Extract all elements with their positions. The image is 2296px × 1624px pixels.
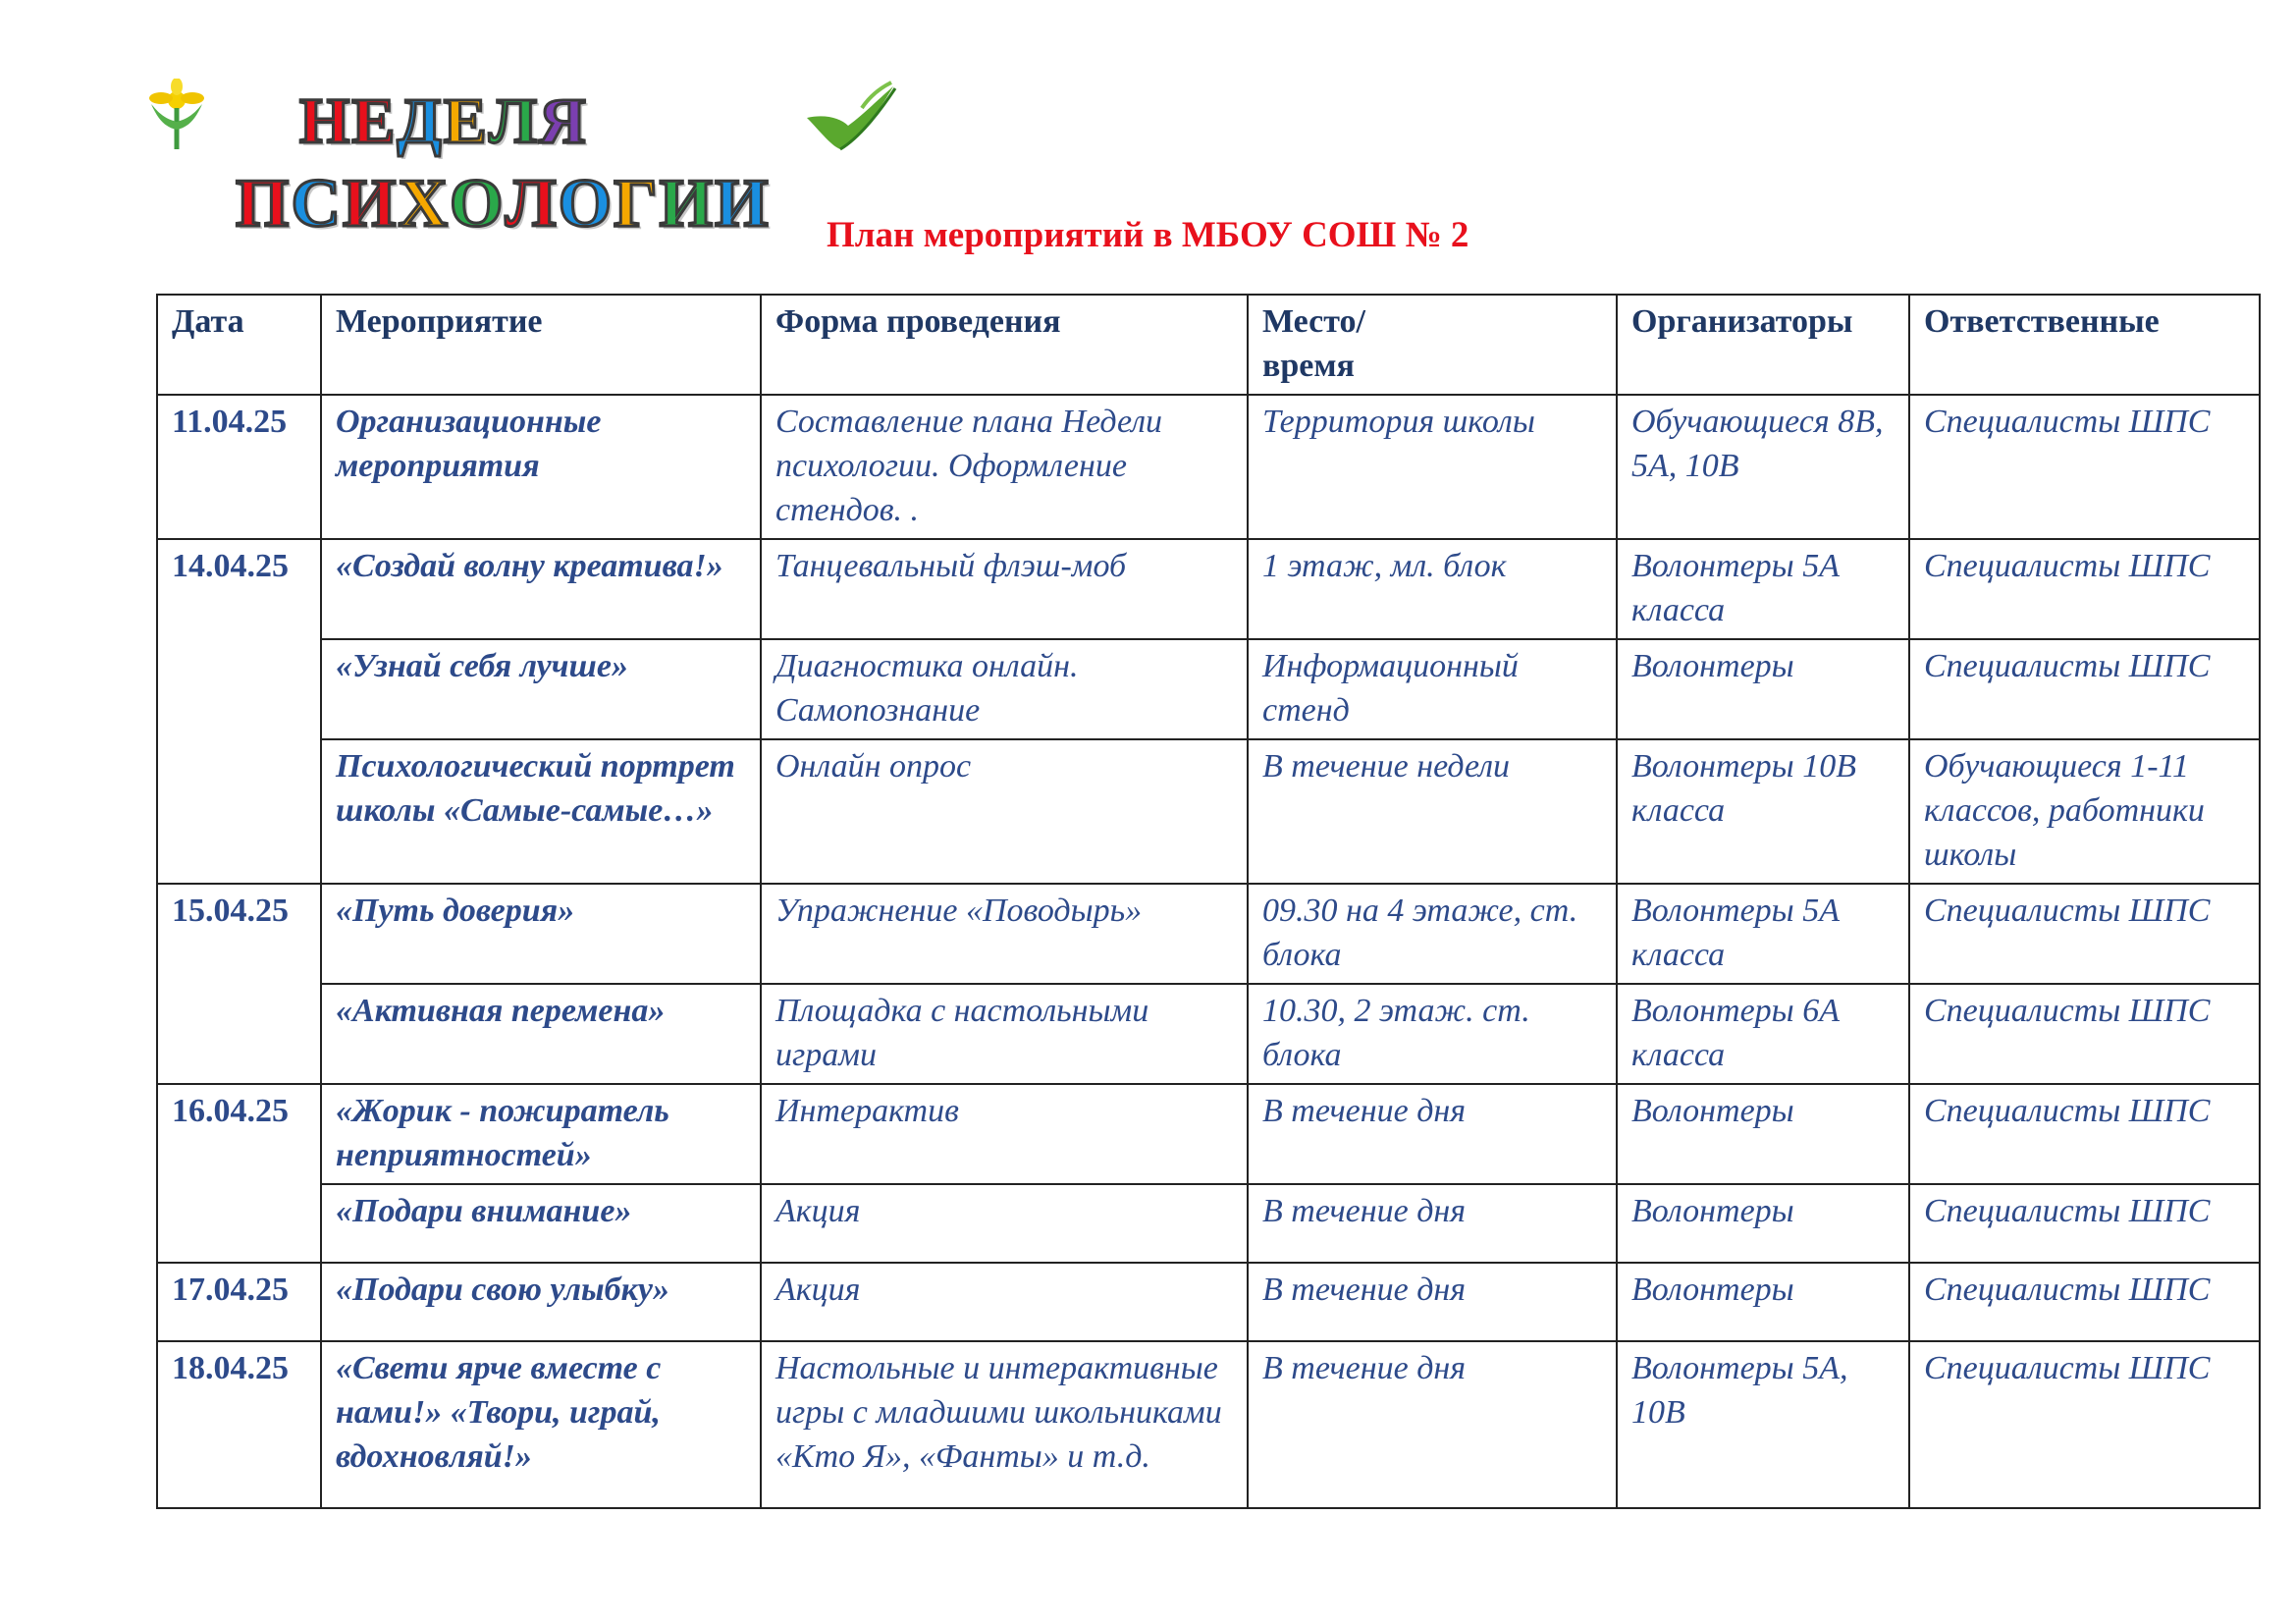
place-cell: В течение недели <box>1248 739 1617 884</box>
event-cell: «Путь доверия» <box>321 884 761 984</box>
header-form: Форма проведения <box>761 295 1248 395</box>
logo-letter: О <box>450 166 506 242</box>
logo-letter: И <box>715 166 771 242</box>
responsible-cell: Специалисты ШПС <box>1909 539 2260 639</box>
event-cell: «Подари внимание» <box>321 1184 761 1263</box>
logo-letter: И <box>659 166 716 242</box>
header-date: Дата <box>157 295 321 395</box>
date-cell: 16.04.25 <box>157 1084 321 1263</box>
organizers-cell: Волонтеры 5А класса <box>1617 884 1909 984</box>
logo-letter: Д <box>397 85 444 157</box>
date-cell: 17.04.25 <box>157 1263 321 1341</box>
table-row <box>157 739 2260 884</box>
events-table <box>156 294 2261 1509</box>
table-header-row <box>157 295 2260 395</box>
event-cell: «Свети ярче вместе с нами!» «Твори, играй, вдохновляй!» <box>321 1341 761 1508</box>
logo-letter: О <box>558 166 614 242</box>
header-place: Место/ время <box>1248 295 1617 395</box>
responsible-cell: Специалисты ШПС <box>1909 639 2260 739</box>
table-row <box>157 1184 2260 1263</box>
form-cell: Площадка с настольными играми <box>761 984 1248 1084</box>
organizers-cell: Обучающиеся 8В, 5А, 10В <box>1617 395 1909 539</box>
date-cell: 11.04.25 <box>157 395 321 539</box>
event-cell: «Активная перемена» <box>321 984 761 1084</box>
form-cell: Онлайн опрос <box>761 739 1248 884</box>
organizers-cell: Волонтеры 10В класса <box>1617 739 1909 884</box>
date-cell: 15.04.25 <box>157 884 321 1084</box>
logo-line-2 <box>236 165 771 244</box>
form-cell: Акция <box>761 1184 1248 1263</box>
header-responsible: Ответственные <box>1909 295 2260 395</box>
place-cell: В течение дня <box>1248 1084 1617 1184</box>
table-row <box>157 984 2260 1084</box>
logo-letter: И <box>343 166 399 242</box>
place-cell: 10.30, 2 этаж. ст. блока <box>1248 984 1617 1084</box>
hand-icon <box>801 79 899 157</box>
responsible-cell: Специалисты ШПС <box>1909 984 2260 1084</box>
form-cell: Диагностика онлайн. Самопознание <box>761 639 1248 739</box>
responsible-cell: Обучающиеся 1-11 классов, работники школы <box>1909 739 2260 884</box>
responsible-cell: Специалисты ШПС <box>1909 1084 2260 1184</box>
date-cell: 14.04.25 <box>157 539 321 884</box>
form-cell: Упражнение «Поводырь» <box>761 884 1248 984</box>
logo-letter: Н <box>299 85 352 157</box>
organizers-cell: Волонтеры <box>1617 1263 1909 1341</box>
form-cell: Акция <box>761 1263 1248 1341</box>
table-row <box>157 539 2260 639</box>
logo-letter: Х <box>398 166 451 242</box>
responsible-cell: Специалисты ШПС <box>1909 1184 2260 1263</box>
form-cell: Интерактив <box>761 1084 1248 1184</box>
place-cell: Информационный стенд <box>1248 639 1617 739</box>
table-row <box>157 1084 2260 1184</box>
organizers-cell: Волонтеры <box>1617 1184 1909 1263</box>
place-cell: В течение дня <box>1248 1184 1617 1263</box>
form-cell: Танцевальный флэш-моб <box>761 539 1248 639</box>
table-row <box>157 639 2260 739</box>
organizers-cell: Волонтеры 5А класса <box>1617 539 1909 639</box>
logo-letter: Г <box>614 166 660 242</box>
logo-letter: С <box>291 166 344 242</box>
flower-icon <box>137 79 216 157</box>
form-cell: Настольные и интерактивные игры с младшими школьниками «Кто Я», «Фанты» и т.д. <box>761 1341 1248 1508</box>
document-title: План мероприятий в МБОУ СОШ № 2 <box>827 215 1469 255</box>
organizers-cell: Волонтеры 5А, 10В <box>1617 1341 1909 1508</box>
place-cell: 09.30 на 4 этаже, ст. блока <box>1248 884 1617 984</box>
logo <box>137 79 923 242</box>
responsible-cell: Специалисты ШПС <box>1909 395 2260 539</box>
place-cell: 1 этаж, мл. блок <box>1248 539 1617 639</box>
event-cell: «Жорик - пожиратель неприятностей» <box>321 1084 761 1184</box>
logo-letter: Е <box>443 85 489 157</box>
logo-line-1 <box>299 84 588 159</box>
logo-letter: Л <box>488 85 540 157</box>
header-event: Мероприятие <box>321 295 761 395</box>
organizers-cell: Волонтеры 6А класса <box>1617 984 1909 1084</box>
place-cell: В течение дня <box>1248 1341 1617 1508</box>
organizers-cell: Волонтеры <box>1617 639 1909 739</box>
event-cell: Организационные мероприятия <box>321 395 761 539</box>
responsible-cell: Специалисты ШПС <box>1909 1263 2260 1341</box>
table-row <box>157 884 2260 984</box>
header-organizers: Организаторы <box>1617 295 1909 395</box>
event-cell: «Подари свою улыбку» <box>321 1263 761 1341</box>
place-cell: В течение дня <box>1248 1263 1617 1341</box>
event-cell: «Создай волну креатива!» <box>321 539 761 639</box>
logo-letter: Л <box>505 166 559 242</box>
event-cell: Психологический портрет школы «Самые-самые…» <box>321 739 761 884</box>
logo-letter: П <box>236 166 292 242</box>
table-row <box>157 1341 2260 1508</box>
responsible-cell: Специалисты ШПС <box>1909 884 2260 984</box>
date-cell: 18.04.25 <box>157 1341 321 1508</box>
responsible-cell: Специалисты ШПС <box>1909 1341 2260 1508</box>
place-cell: Территория школы <box>1248 395 1617 539</box>
form-cell: Составление плана Недели психологии. Оформление стендов. . <box>761 395 1248 539</box>
table-row <box>157 395 2260 539</box>
table-row <box>157 1263 2260 1341</box>
logo-letter: Я <box>539 85 588 157</box>
logo-letter: Е <box>351 85 398 157</box>
organizers-cell: Волонтеры <box>1617 1084 1909 1184</box>
event-cell: «Узнай себя лучше» <box>321 639 761 739</box>
